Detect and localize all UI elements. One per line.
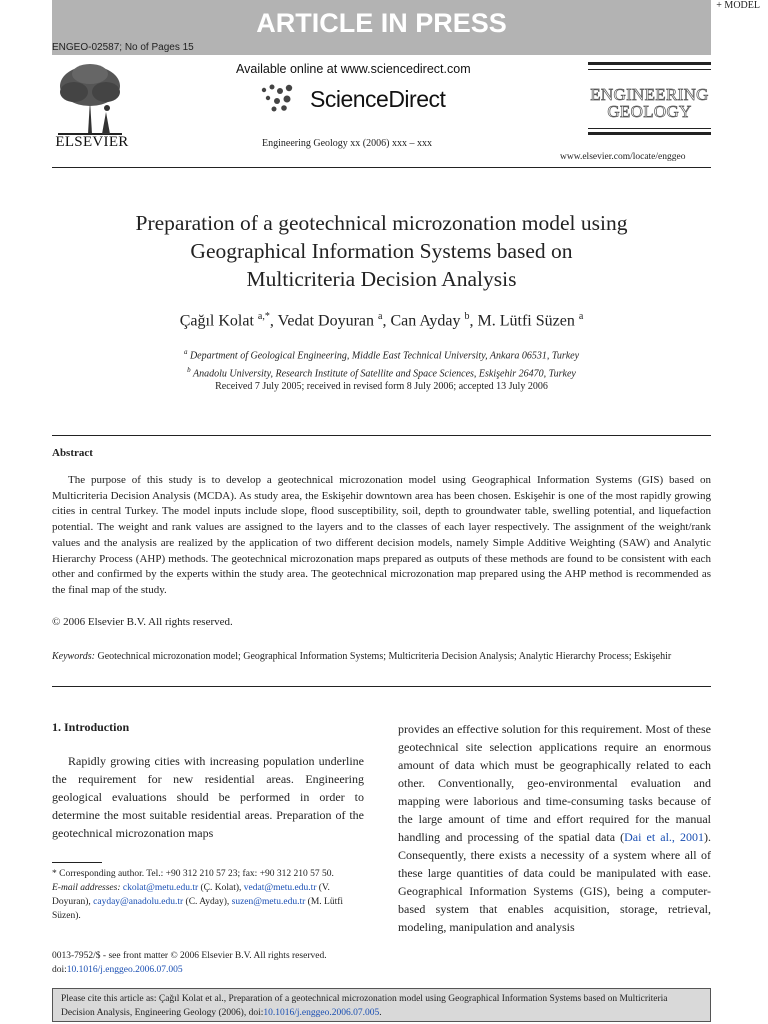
abstract-body (52, 473, 711, 599)
journal-citation-line: Engineering Geology xx (2006) xxx – xxx (262, 138, 432, 149)
affil-mark: b (187, 366, 191, 375)
elsevier-tree-logo-icon (52, 60, 128, 136)
text-span: ). Consequently, there exists a necessity of a system where all of these large quantities of data could be manipulated with ease. Geographical Information Systems (GIS), being a computer-based system that enables acquisition, storage, retrieval, modeling, manipulation and analysis (398, 830, 711, 934)
right-column (398, 720, 711, 936)
abstract-bottom-rule (52, 686, 711, 687)
cite-this-article-box (52, 988, 711, 1022)
journal-logo-rule (588, 132, 711, 135)
email-owner: (V. Doyuran), (52, 883, 330, 907)
abstract-top-rule (52, 435, 711, 436)
abstract-heading: Abstract (52, 447, 93, 459)
intro-paragraph: Rapidly growing cities with increasing population underline the requirement for new residential areas. Engineering geological evaluations should be performed in order to determine the most suitable residential areas. Preparation of the geotechnical microzonation maps (52, 754, 364, 840)
email-link[interactable]: cayday@anadolu.edu.tr (93, 897, 184, 907)
affil-mark: a (183, 348, 188, 356)
citation-link[interactable]: Dai et al., 2001 (624, 830, 704, 844)
author-name: Can Ayday (390, 312, 461, 330)
affil-text: Department of Geological Engineering, Middle East Technical University, Ankara 06531, Turkey (189, 350, 580, 362)
title-line: Multicriteria Decision Analysis (246, 267, 517, 291)
title-line: Geographical Information Systems based on (190, 239, 573, 263)
doi-link[interactable]: 10.1016/j.enggeo.2006.07.005 (66, 965, 183, 975)
email-owner: (M. Lütfi Süzen). (52, 897, 344, 921)
header-divider (52, 167, 711, 168)
abstract-text: The purpose of this study is to develop a geotechnical microzonation model using Geographical Information Systems (GIS) based on Multicriteria Decision Analysis (MCDA). As study area, the Eskişehir downtown area has been chosen. Eskişehir is one of the most rapidly growing cities in central Turkey. The model inputs include slope, flood susceptibility, soil, depth to groundwater table, swelling potential, and liquefaction potential. The weight and rank values are assigned to the layers and to the classes of each layer respectively. The assignment of the weight/rank values and the analysis are realized by the application of two different decision models, namely Simple Additive Weighting (SAW) and Analytic Hierarchy Process (AHP) methods. The geotechnical microzonation maps prepared as outputs of these methods are found to be consistent with each other and confirmed by the experts within the study area. The geotechnical microzonation map prepared using the AHP method is recommended as the final map of the study. (52, 474, 711, 596)
author-affil-mark: a (578, 311, 584, 322)
affiliation-a (52, 345, 711, 363)
cite-body: Please cite this article as: Çağıl Kolat et al., Preparation of a geotechnical microzonation model using Geographical Information Systems based on Multicriteria Decision Analysis, Engineering Geology (2006), doi: (61, 994, 668, 1018)
author-list: Çağıl Kolat $^{a,*}$, Vedat Doyuran $^a$, Can Ayday $^b$, M. Lütfi Süzen $^a$ (179, 311, 584, 330)
corresponding-author-note: * Corresponding author. Tel.: +90 312 210 57 23; fax: +90 312 210 57 50. (52, 869, 334, 879)
author-affil-mark: a,* (257, 311, 270, 322)
email-owner: (Ç. Kolat), (198, 883, 242, 893)
intro-paragraph-continued (398, 720, 711, 936)
journal-logo-line: GEOLOGY (607, 102, 692, 121)
author-name: Çağıl Kolat (179, 312, 254, 330)
received-dates: Received 7 July 2005; received in revised form 8 July 2006; accepted 13 July 2006 (215, 381, 548, 392)
cite-doi-link[interactable]: 10.1016/j.enggeo.2006.07.005 (263, 1007, 380, 1018)
email-label: E-mail addresses: (52, 883, 121, 893)
banner-text: ARTICLE IN PRESS (256, 8, 507, 38)
left-column (52, 752, 364, 842)
author-affil-mark: b (464, 311, 470, 322)
journal-logo-rule (588, 128, 711, 129)
section-heading-introduction: 1. Introduction (52, 720, 130, 734)
keywords-list: Geotechnical microzonation model; Geographical Information Systems; Multicriteria Decision Analysis; Analytic Hierarchy Process; Eskişehir (97, 651, 672, 662)
journal-url[interactable]: www.elsevier.com/locate/enggeo (560, 152, 686, 162)
email-addresses (52, 881, 364, 923)
keywords (52, 650, 711, 664)
email-link[interactable]: suzen@metu.edu.tr (231, 897, 306, 907)
journal-logo-rule (588, 62, 711, 65)
abstract-copyright: © 2006 Elsevier B.V. All rights reserved. (52, 616, 233, 628)
affiliations (52, 345, 711, 382)
author-affil-mark: a (378, 311, 383, 322)
doi-label: doi: (52, 965, 67, 975)
author-name: M. Lütfi Süzen (477, 312, 575, 330)
title-line: Preparation of a geotechnical microzonation model using (135, 211, 628, 235)
publisher-name: ELSEVIER (55, 134, 129, 150)
journal-logo-line: ENGINEERING (590, 85, 709, 104)
sciencedirect-wordmark: ScienceDirect (310, 86, 446, 112)
doi-line (52, 963, 392, 977)
keywords-label: Keywords: (52, 651, 95, 662)
affil-text: Anadolu University, Research Institute of Satellite and Space Sciences, Eskişehir 26470, Turkey (192, 368, 576, 380)
footnotes (52, 867, 364, 923)
affiliation-b (52, 363, 711, 381)
journal-logo-rule (588, 69, 711, 70)
available-online: Available online at www.sciencedirect.com (236, 62, 471, 76)
model-tag: + MODEL (716, 0, 760, 11)
article-ref: ENGEO-02587; No of Pages 15 (52, 42, 194, 53)
sciencedirect-dots-icon (258, 82, 298, 112)
email-link[interactable]: ckolat@metu.edu.tr (122, 883, 199, 893)
cite-text (61, 993, 702, 1020)
footnote-rule (52, 862, 102, 863)
email-owner: (C. Ayday), (183, 897, 230, 907)
author-name: Vedat Doyuran (277, 312, 374, 330)
text-span: provides an effective solution for this requirement. Most of these geotechnical site selection applications require an enormous amount of data which must be geographically related to each other. Conventionally, geo-environmental evaluation and mapping were laborious and time-consuming tasks because of the large amount of time and effort required for the manual handling and processing of the spatial data ( (398, 722, 711, 844)
article-title (52, 209, 711, 293)
issn-line: 0013-7952/$ - see front matter © 2006 Elsevier B.V. All rights reserved. (52, 951, 327, 961)
journal-logo (588, 86, 711, 120)
issn-doi (52, 949, 392, 977)
cite-end: . (379, 1007, 382, 1018)
email-link[interactable]: vedat@metu.edu.tr (243, 883, 317, 893)
